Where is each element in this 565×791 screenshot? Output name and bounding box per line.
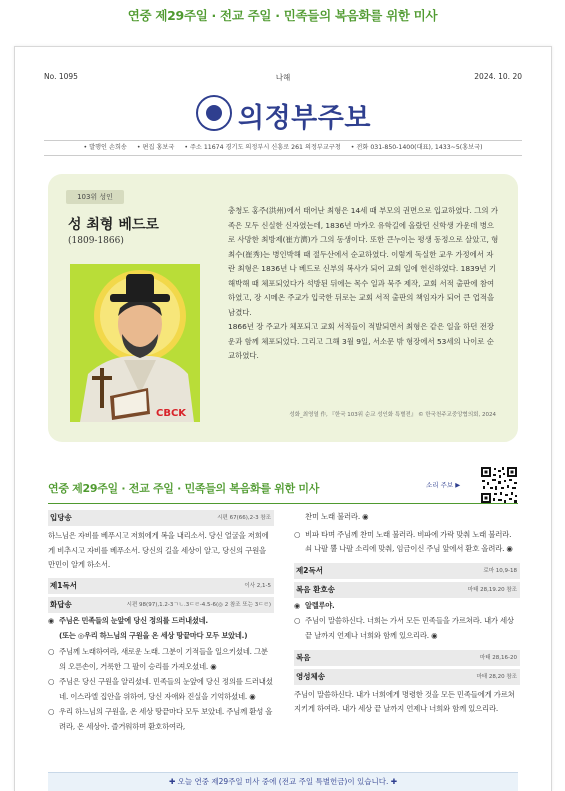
label-text: 복음: [296, 652, 311, 662]
scripture-ref: 시편 98(97),1.2-3ㄱㄴ.3ㄷㄹ-4.5-6(◎ 2 참조 또는 3ㄷㄹ): [126, 601, 271, 608]
communion-antiphon-text: 주님이 말씀하신다. 내가 너희에게 명령한 것을 모든 민족들에게 가르쳐 지키게 하여라. 내가 세상 끝 날까지 언제나 너희와 함께 있으리라.: [294, 689, 515, 714]
issue-number: No. 1095: [44, 72, 78, 81]
scripture-ref: 마태 28,16-20: [479, 654, 517, 661]
mass-section-title: 연중 제29주일 · 전교 주일 · 민족들의 복음화를 위한 미사: [48, 482, 320, 495]
saint-bio-paragraph: 1866년 장 주교가 체포되고 교회 서적들이 적발되면서 최형은 같은 일을 하던 전장운과 함께 체포되었다. 그리고 그해 3월 9일, 서소문 밖 형장에서 53세의 나이로 순교하였다.: [228, 322, 494, 360]
psalm-verse: ○ 우리 하느님의 구원을, 온 세상 땅끝마다 모두 보았네. 주님께 환성 올려라, 온 세상아. 즐거워하며 환호하여라,: [48, 705, 274, 734]
issue-meta: [44, 72, 522, 86]
address: • 주소 11674 경기도 의정부시 신흥로 261 의정부교구청: [184, 144, 341, 151]
gospel-label: [294, 650, 520, 666]
masthead-title: 의정부주보: [238, 103, 371, 134]
label-text: 영성체송: [296, 671, 325, 681]
scripture-ref: 마태 28,19.20 참조: [467, 586, 517, 593]
masthead: [196, 94, 376, 134]
second-reading-label: [294, 563, 520, 579]
entrance-antiphon-text: 하느님은 자비를 베푸시고 저희에게 복을 내리소서. 당신 얼굴을 저희에게 비추시고 자비를 베푸소서. 당신의 길을 세상이 알고, 당신의 구원을 만민이 알게 하소서.: [48, 531, 269, 570]
psalm-verse: ○ 주님께 노래하여라, 새로운 노래. 그분이 기적들을 일으키셨네. 그분의 오른손이, 거룩한 그 팔이 승리를 가져오셨네. ◉: [48, 645, 274, 674]
editor: • 편집 홍보국: [136, 144, 175, 151]
top-title: 연중 제29주일 · 전교 주일 · 민족들의 복음화를 위한 미사: [127, 8, 438, 23]
psalm-continuation: 찬미 노래 불러라. ◉: [305, 512, 369, 521]
saint-feature: [48, 174, 518, 442]
psalm-label: [48, 597, 274, 613]
saint-portrait: [70, 264, 200, 422]
qr-code-icon[interactable]: [480, 466, 518, 504]
gospel-acclamation-label: [294, 582, 520, 598]
announcement-bar: ✚ 오늘 연중 제29주일 미사 중에 (전교 주일 특별헌금)이 있습니다. ✚: [48, 772, 518, 791]
diocese-seal-icon: [196, 95, 232, 131]
section-divider: [48, 503, 518, 504]
label-text: 화답송: [50, 599, 72, 609]
label-text: 입당송: [50, 513, 72, 522]
liturgical-year: 나해: [275, 73, 291, 82]
phone: • 전화 031-850-1400(대표), 1433~5(홍보국): [350, 144, 483, 151]
psalm-verse: ○ 비파 타며 주님께 찬미 노래 불러라. 비파에 가락 맞춰 노래 불러라. 쇠 나팔 뿔 나팔 소리에 맞춰, 임금이신 주님 앞에서 환호 올려라. ◉: [294, 528, 520, 557]
publisher: • 발행인 손희송: [83, 144, 127, 151]
scripture-ref: 시편 67(66),2-3 참조: [217, 515, 271, 521]
saint-biography: [228, 204, 500, 364]
issue-date: 2024. 10. 20: [474, 72, 522, 81]
audio-bulletin-link[interactable]: 소리 주보 ▶: [426, 481, 461, 489]
entrance-antiphon-label: [48, 510, 274, 526]
scripture-ref: 로마 10,9-18: [483, 567, 517, 574]
label-text: 제2독서: [296, 565, 323, 575]
psalm-refrain-alt: (또는 ◎우리 하느님의 구원을 온 세상 땅끝마다 모두 보았네.): [59, 631, 248, 641]
publisher-info: [44, 140, 522, 156]
label-text: 제1독서: [50, 580, 77, 590]
alleluia: ◉ 알렐루야.: [294, 599, 520, 614]
communion-antiphon-label: [294, 669, 520, 685]
acclamation-verse: ○ 주님이 말씀하신다. 너희는 가서 모든 민족들을 가르쳐라. 내가 세상 끝 날까지 언제나 너희와 함께 있으리라. ◉: [294, 614, 520, 643]
psalm-verse: ○ 주님은 당신 구원을 알리셨네. 민족들의 눈앞에 당신 정의를 드러내셨네. 이스라엘 집안을 위하여, 당신 자애와 진실을 기억하셨네. ◉: [48, 675, 274, 704]
first-reading-label: [48, 578, 274, 594]
mass-right-column: [294, 507, 520, 719]
scripture-ref: 이사 2,1-5: [244, 582, 271, 589]
portrait-mark: CBCK: [156, 408, 187, 419]
psalm-refrain: ◉ 주님은 민족들의 눈앞에 당신 정의를 드러내셨네.: [48, 614, 274, 629]
mass-left-column: [48, 507, 274, 735]
saint-years: (1809-1866): [68, 236, 124, 246]
saint-name: 성 최형 베드로: [68, 217, 159, 233]
label-text: 복음 환호송: [296, 584, 335, 594]
scripture-ref: 마태 28,20 참조: [476, 673, 517, 680]
saint-tag: 103위 성인: [66, 190, 124, 204]
saint-bio-paragraph: 충청도 홍주(洪州)에서 태어난 최형은 14세 때 부모의 권면으로 입교하였다. 그의 가족은 모두 신실한 신자였는데, 1836년 마카오 유학길에 올랐던 신학생 가운데 병으로 사망한 최방제(崔方濟)가 그의 동생이다. 또한 큰누이는 평생 동정으로 살았고, 형 최수(崔秀)는 병인박해 때 절두산에서 순교하였다. 이렇게 독실한 교우 가정에서 자란 최형은 1836년 나 베드로 신부의 복사가 되어 교회 일에 헌신하였다. 1839년 기해박해 때 체포되었다가 석방된 뒤에는 목수 일과 묵주 제작, 교회 서적 출판에 참여하였고, 장 시메온 주교가 입국한 뒤로는 교회 서적 출판의 책임자가 되어 큰 업적을 남겼다.: [228, 206, 499, 317]
artwork-credit: 성화_최영열 作, 『한국 103위 순교 성인화 특별전』 © 한국천주교중앙협의회, 2024: [289, 412, 496, 418]
